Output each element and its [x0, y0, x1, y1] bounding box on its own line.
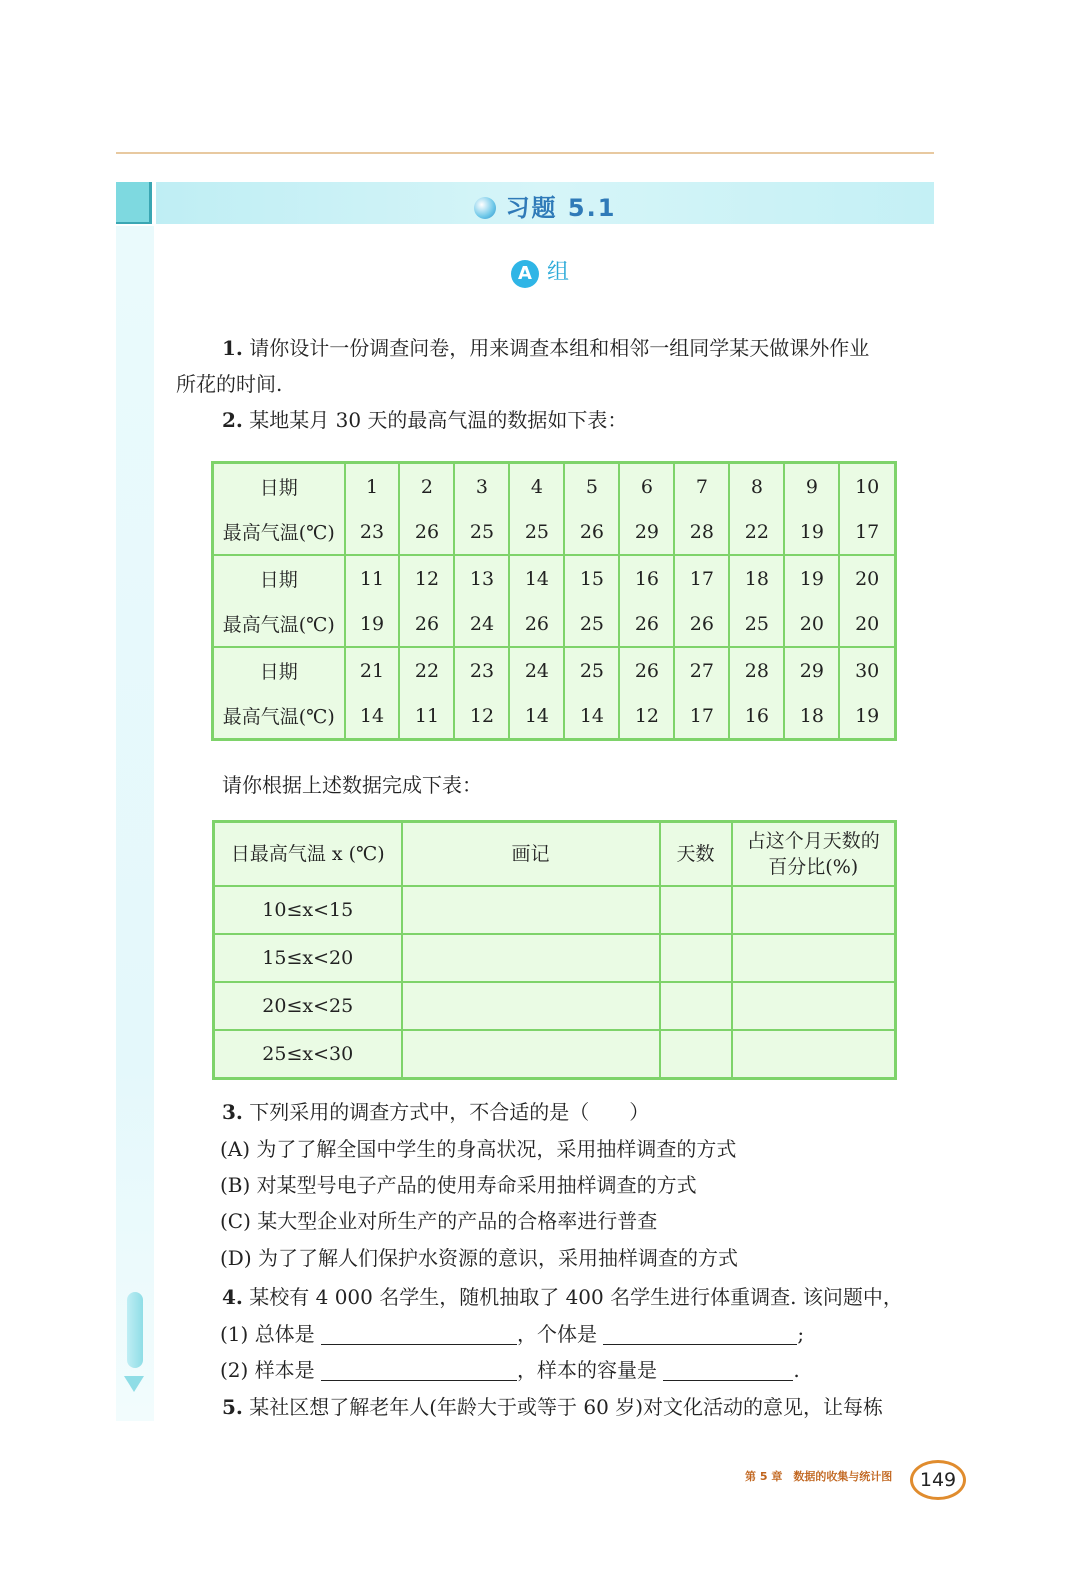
q1-line2: 所花的时间. [176, 372, 283, 396]
temp-cell: 26 [509, 601, 564, 647]
date-cell: 10 [839, 463, 895, 510]
date-cell: 24 [509, 647, 564, 693]
temp-cell: 16 [729, 693, 784, 740]
percent-cell[interactable] [732, 982, 896, 1030]
freq-row [214, 1030, 896, 1079]
date-cell: 5 [564, 463, 619, 510]
date-cell: 21 [345, 647, 400, 693]
page-number: 149 [910, 1460, 966, 1500]
header-percent: 占这个月天数的 百分比(%) [732, 822, 896, 887]
exercise-title: 习题 5.1 [505, 194, 617, 222]
date-cell: 18 [729, 555, 784, 601]
date-label: 日期 [213, 463, 345, 510]
date-cell: 28 [729, 647, 784, 693]
date-cell: 3 [454, 463, 509, 510]
range-cell: 10≤x<15 [214, 886, 402, 934]
tally-cell[interactable] [402, 982, 660, 1030]
temperature-table [211, 461, 897, 741]
q4-text: 4. 某校有 4 000 名学生，随机抽取了 400 名学生进行体重调查. 该问题中， [222, 1285, 903, 1309]
temp-cell: 14 [564, 693, 619, 740]
date-cell: 1 [345, 463, 400, 510]
date-cell: 30 [839, 647, 895, 693]
q3-option-d: (D) 为了了解人们保护水资源的意识，采用抽样调查的方式 [220, 1246, 738, 1270]
temp-label: 最高气温(℃) [213, 693, 345, 740]
temp-cell: 19 [839, 693, 895, 740]
range-cell: 25≤x<30 [214, 1030, 402, 1079]
temp-cell: 14 [345, 693, 400, 740]
temp-cell: 23 [345, 509, 400, 555]
temp-cell: 28 [674, 509, 729, 555]
temp-cell: 26 [399, 601, 454, 647]
group-badge: A [511, 260, 539, 288]
date-row [213, 647, 896, 693]
date-cell: 13 [454, 555, 509, 601]
percent-cell[interactable] [732, 934, 896, 982]
freq-row [214, 982, 896, 1030]
q4-line2: (2) 样本是 ，样本的容量是 . [220, 1358, 800, 1382]
date-cell: 27 [674, 647, 729, 693]
date-cell: 9 [784, 463, 839, 510]
date-cell: 14 [509, 555, 564, 601]
range-cell: 15≤x<20 [214, 934, 402, 982]
q3-text: 3. 下列采用的调查方式中，不合适的是（ ） [222, 1100, 650, 1124]
tally-cell[interactable] [402, 886, 660, 934]
date-cell: 11 [345, 555, 400, 601]
days-cell[interactable] [660, 886, 732, 934]
temp-cell: 20 [784, 601, 839, 647]
down-arrow-icon [124, 1376, 144, 1392]
temp-cell: 26 [619, 601, 674, 647]
chapter-footer: 第 5 章 数据的收集与统计图 [745, 1470, 893, 1483]
q2-text: 2. 某地某月 30 天的最高气温的数据如下表： [222, 408, 628, 432]
answer-blank[interactable] [663, 1358, 793, 1381]
group-heading [0, 255, 1080, 288]
temp-row [213, 509, 896, 555]
temp-cell: 17 [674, 693, 729, 740]
q1-line1: 1. 请你设计一份调查问卷，用来调查本组和相邻一组同学某天做课外作业 [222, 336, 870, 360]
answer-blank[interactable] [321, 1358, 517, 1381]
side-tab [116, 182, 152, 224]
header-temp-range: 日最高气温 x (℃) [214, 822, 402, 887]
date-cell: 22 [399, 647, 454, 693]
date-cell: 19 [784, 555, 839, 601]
days-cell[interactable] [660, 934, 732, 982]
date-cell: 15 [564, 555, 619, 601]
date-cell: 26 [619, 647, 674, 693]
answer-blank[interactable] [321, 1322, 517, 1345]
bubble-icon [474, 197, 496, 219]
date-cell: 29 [784, 647, 839, 693]
date-label: 日期 [213, 555, 345, 601]
frequency-table [212, 820, 897, 1080]
date-cell: 25 [564, 647, 619, 693]
temp-cell: 25 [729, 601, 784, 647]
temp-cell: 11 [399, 693, 454, 740]
days-cell[interactable] [660, 982, 732, 1030]
date-row [213, 555, 896, 601]
temp-cell: 19 [345, 601, 400, 647]
answer-blank[interactable] [603, 1322, 797, 1345]
tally-cell[interactable] [402, 1030, 660, 1079]
temp-cell: 25 [564, 601, 619, 647]
date-label: 日期 [213, 647, 345, 693]
date-row [213, 463, 896, 510]
date-cell: 2 [399, 463, 454, 510]
temp-cell: 18 [784, 693, 839, 740]
group-label: 组 [546, 260, 569, 285]
freq-row [214, 934, 896, 982]
date-cell: 20 [839, 555, 895, 601]
temp-cell: 24 [454, 601, 509, 647]
scroll-indicator [127, 1292, 143, 1368]
q3-option-a: (A) 为了了解全国中学生的身高状况，采用抽样调查的方式 [220, 1137, 737, 1161]
temp-cell: 12 [454, 693, 509, 740]
percent-cell[interactable] [732, 1030, 896, 1079]
date-cell: 23 [454, 647, 509, 693]
percent-cell[interactable] [732, 886, 896, 934]
q5-text: 5. 某社区想了解老年人(年龄大于或等于 60 岁)对文化活动的意见，让每栋 [222, 1395, 884, 1419]
date-cell: 16 [619, 555, 674, 601]
temp-cell: 26 [674, 601, 729, 647]
temp-cell: 19 [784, 509, 839, 555]
temp-cell: 14 [509, 693, 564, 740]
temp-label: 最高气温(℃) [213, 601, 345, 647]
temp-cell: 29 [619, 509, 674, 555]
temp-cell: 12 [619, 693, 674, 740]
temp-label: 最高气温(℃) [213, 509, 345, 555]
tally-cell[interactable] [402, 934, 660, 982]
range-cell: 20≤x<25 [214, 982, 402, 1030]
exercise-banner [156, 182, 934, 224]
q2-after: 请你根据上述数据完成下表： [222, 773, 482, 797]
temp-cell: 20 [839, 601, 895, 647]
temp-row [213, 601, 896, 647]
date-cell: 17 [674, 555, 729, 601]
temp-cell: 26 [564, 509, 619, 555]
temp-cell: 25 [454, 509, 509, 555]
temp-cell: 22 [729, 509, 784, 555]
temp-cell: 26 [399, 509, 454, 555]
date-cell: 7 [674, 463, 729, 510]
top-rule [116, 152, 934, 154]
date-cell: 4 [509, 463, 564, 510]
freq-row [214, 886, 896, 934]
side-strip [116, 226, 154, 1421]
temp-row [213, 693, 896, 740]
date-cell: 8 [729, 463, 784, 510]
days-cell[interactable] [660, 1030, 732, 1079]
temp-cell: 17 [839, 509, 895, 555]
date-cell: 6 [619, 463, 674, 510]
date-cell: 12 [399, 555, 454, 601]
q4-line1: (1) 总体是 ，个体是 ; [220, 1322, 805, 1346]
q3-option-c: (C) 某大型企业对所生产的产品的合格率进行普查 [220, 1209, 658, 1233]
q3-option-b: (B) 对某型号电子产品的使用寿命采用抽样调查的方式 [220, 1173, 697, 1197]
header-tally: 画记 [402, 822, 660, 887]
header-days: 天数 [660, 822, 732, 887]
temp-cell: 25 [509, 509, 564, 555]
